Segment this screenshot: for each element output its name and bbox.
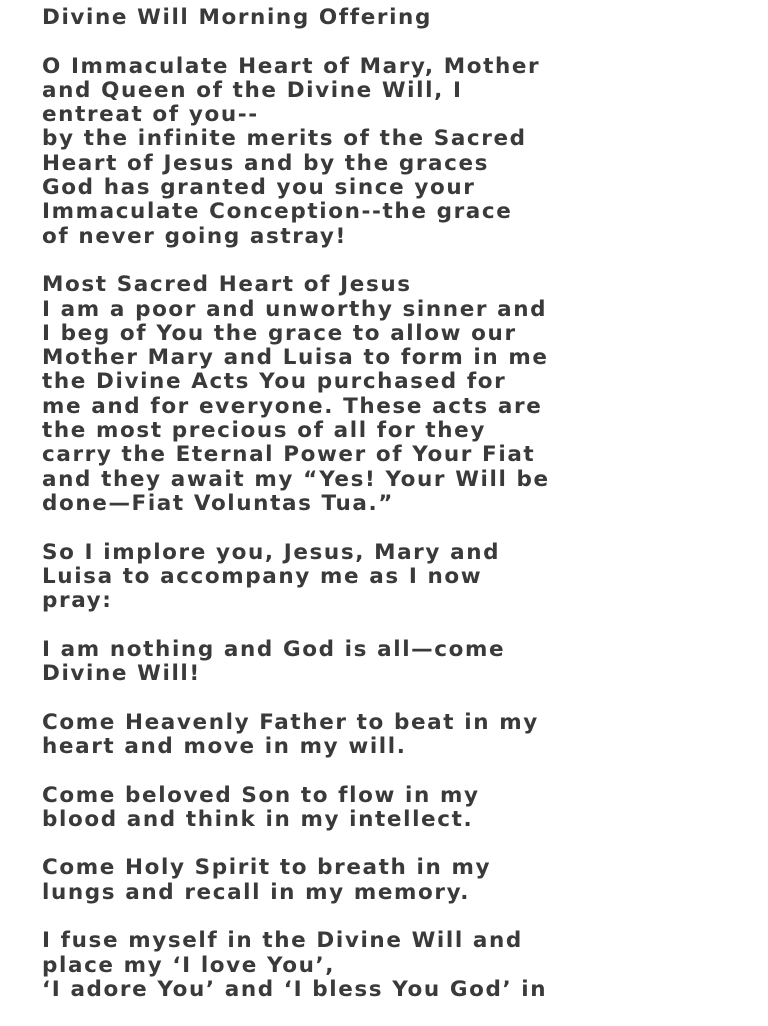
text-line: Mother Mary and Luisa to form in me: [42, 345, 549, 371]
text-line: So I implore you, Jesus, Mary and: [42, 539, 501, 565]
prayer-paragraph: [42, 541, 742, 614]
text-line: carry the Eternal Power of Your Fiat: [42, 442, 536, 468]
text-line: ‘I adore You’ and ‘I bless You God’ in: [42, 976, 548, 1002]
text-line: God has granted you since your: [42, 175, 476, 201]
text-line: O Immaculate Heart of Mary, Mother: [42, 53, 541, 79]
text-line: Divine Will!: [42, 661, 201, 687]
text-line: of never going astray!: [42, 223, 347, 249]
text-line: pray:: [42, 588, 113, 614]
text-line: Heart of Jesus and by the graces: [42, 150, 490, 176]
text-line: entreat of you--: [42, 102, 259, 128]
prayer-document: [42, 6, 742, 1026]
text-line: by the infinite merits of the Sacred: [42, 126, 527, 152]
text-line: and they await my “Yes! Your Will be: [42, 466, 550, 492]
text-line: I am nothing and God is all—come: [42, 636, 506, 662]
text-line: Most Sacred Heart of Jesus: [42, 272, 412, 298]
text-line: me and for everyone. These acts are: [42, 393, 543, 419]
text-line: lungs and recall in my memory.: [42, 879, 471, 905]
text-line: Immaculate Conception--the grace: [42, 199, 513, 225]
document-title: Divine Will Morning Offering: [42, 5, 432, 30]
text-line: heart and move in my will.: [42, 733, 407, 759]
text-line: I fuse myself in the Divine Will and: [42, 928, 523, 954]
prayer-paragraph: [42, 55, 742, 249]
text-line: blood and think in my intellect.: [42, 806, 474, 832]
prayer-paragraph: [42, 856, 742, 905]
prayer-paragraph: [42, 711, 742, 760]
prayer-paragraph: [42, 784, 742, 833]
prayer-body: [42, 55, 742, 1003]
text-line: the Divine Acts You purchased for: [42, 369, 507, 395]
text-line: place my ‘I love You’,: [42, 952, 336, 978]
prayer-paragraph: [42, 638, 742, 687]
text-line: Come Holy Spirit to breath in my: [42, 855, 492, 881]
text-line: Luisa to accompany me as I now: [42, 563, 483, 589]
text-line: done—Fiat Voluntas Tua.”: [42, 490, 394, 516]
text-line: Come beloved Son to flow in my: [42, 782, 480, 808]
text-line: and Queen of the Divine Will, I: [42, 77, 463, 103]
text-line: I am a poor and unworthy sinner and: [42, 296, 548, 322]
text-line: Come Heavenly Father to beat in my: [42, 709, 539, 735]
text-line: the most precious of all for they: [42, 418, 486, 444]
text-line: I beg of You the grace to allow our: [42, 320, 517, 346]
prayer-paragraph: [42, 929, 742, 1002]
prayer-paragraph: [42, 273, 742, 516]
